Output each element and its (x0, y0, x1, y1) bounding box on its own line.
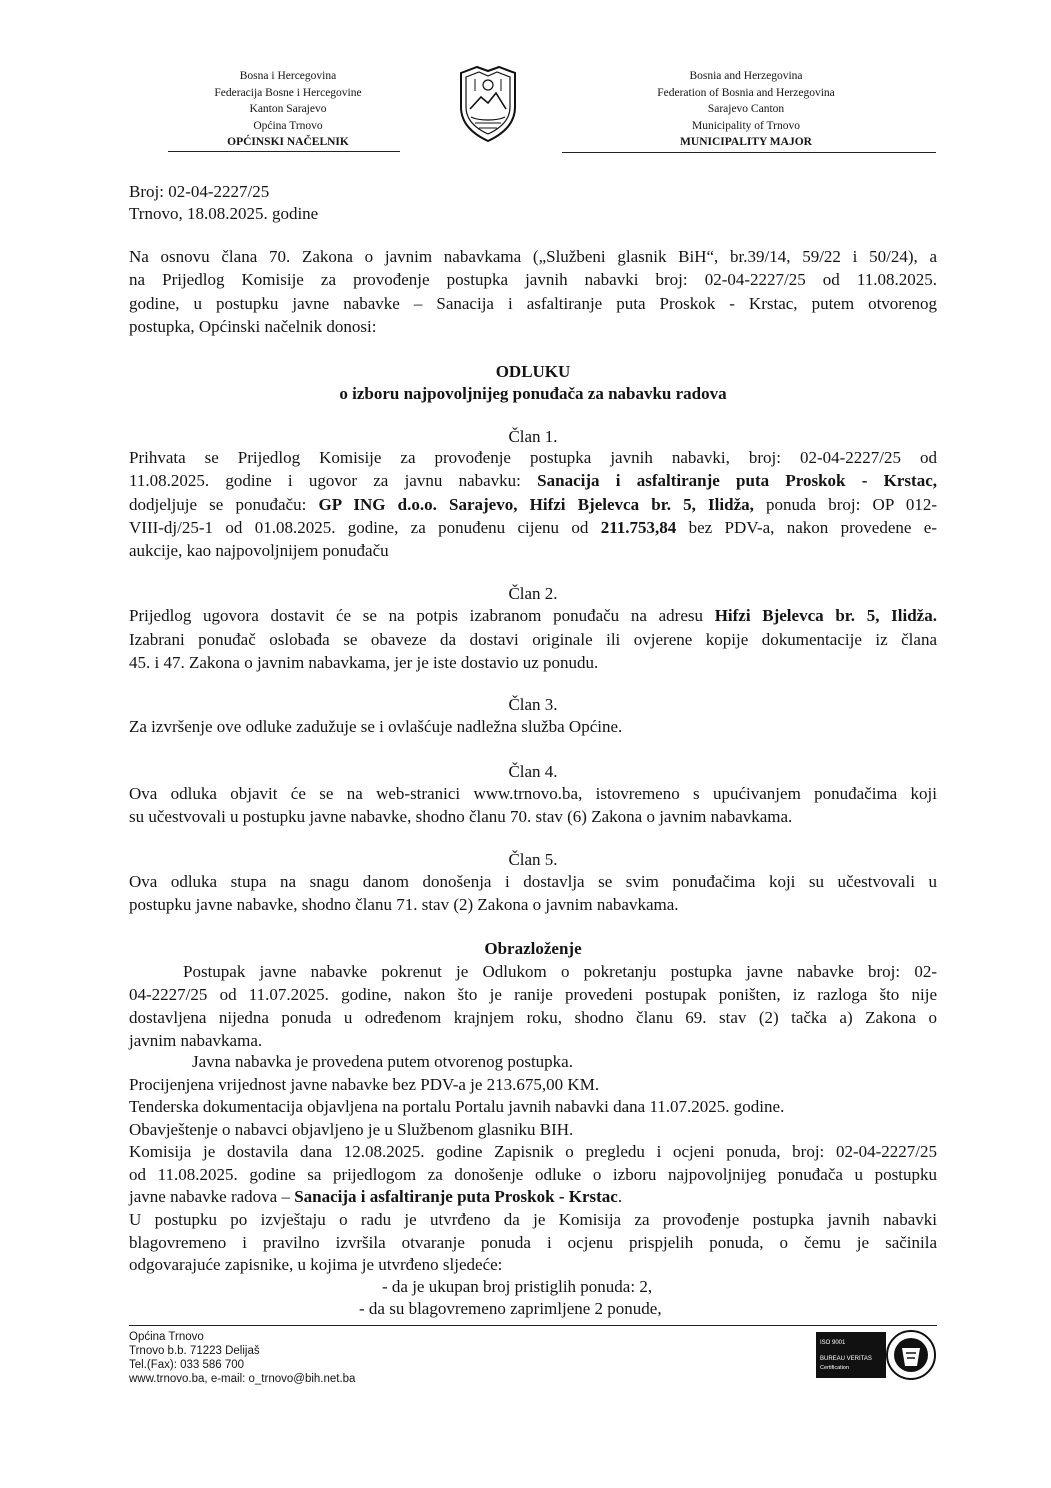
header-right-line: Sarajevo Canton (707, 103, 785, 115)
explanation-line: javnim nabavkama. (129, 1031, 263, 1050)
header-left (168, 68, 408, 151)
intro-line: na Prijedlog Komisije za provođenje postupka javnih nabavki broj: 02-04-2227/25 od 11.08.2025. (129, 270, 937, 289)
article-line: Ova odluka stupa na snagu danom donošenja i dostavlja se svim ponuđačima koji su učestvovali u (129, 872, 937, 891)
project-name: Sanacija i asfaltiranje puta Proskok - Krstac, (537, 471, 937, 490)
header-right (610, 68, 882, 151)
text-segment: . (617, 1187, 623, 1206)
explanation-line: Tenderska dokumentacija objavljena na portalu Portalu javnih nabavki dana 11.07.2025. godine. (129, 1097, 785, 1116)
bullet-item: - da su blagovremeno zaprimljene 2 ponude, (359, 1299, 662, 1318)
footer-contact (129, 1330, 355, 1386)
document-place-date: Trnovo, 18.08.2025. godine (129, 204, 319, 223)
article-heading: Član 4. (508, 762, 558, 781)
article-line (129, 493, 937, 516)
header-right-title: MUNICIPALITY MAJOR (680, 136, 812, 148)
header-right-line: Federation of Bosnia and Herzegovina (657, 86, 835, 99)
header-left-line: Federacija Bosne i Hercegovine (214, 86, 362, 99)
header-left-title: OPĆINSKI NAČELNIK (227, 136, 349, 148)
article-line (129, 516, 937, 539)
bidder-address: Hifzi Bjelevca br. 5, Ilidža. (714, 606, 937, 625)
article-line: Izabrani ponuđač oslobađa se obaveze da dostavi originale ili ovjerene kopije dokumentacije iz člana (129, 630, 937, 649)
decision-title: ODLUKU (495, 362, 571, 381)
text-segment: 11.08.2025. godine i ugovor za javnu nabavku: (129, 471, 538, 490)
text-segment: javne nabavke radova – (129, 1187, 295, 1206)
header-left-line: Bosna i Hercegovina (239, 70, 337, 82)
cert-text: BUREAU VERITAS (820, 1356, 872, 1362)
intro-line: postupka, Općinski načelnik donosi: (129, 317, 377, 336)
article-heading: Član 1. (508, 427, 558, 446)
article-line (129, 469, 937, 492)
explanation-line: odgovarajuće zapisnike, u kojima je utvrđeno sljedeće: (129, 1255, 503, 1274)
article-heading: Član 5. (508, 850, 558, 869)
explanation-line: Obavještenje o nabavci objavljeno je u Službenom glasniku BIH. (129, 1120, 574, 1139)
header-right-line: Bosnia and Herzegovina (689, 70, 803, 82)
article-line: 45. i 47. Zakona o javnim nabavkama, jer je iste dostavio uz ponudu. (129, 653, 599, 672)
text-segment: bez PDV-a, nakon provedene e- (676, 518, 937, 537)
text-segment: dodjeljuje se ponuđaču: (129, 495, 319, 514)
explanation-line (129, 1185, 937, 1208)
bidder-name: GP ING d.o.o. Sarajevo, Hifzi Bjelevca br. 5, Ilidža, (318, 495, 754, 514)
text-segment: ponuda broj: OP 012- (753, 495, 937, 514)
header-left-line: Općina Trnovo (253, 119, 323, 132)
explanation-line: od 11.08.2025. godine sa prijedlogom za donošenje odluke o izboru najpovoljnijeg ponuđača u postupku (129, 1165, 937, 1184)
explanation-line: blagovremeno i pravilno izvršila otvaranje ponuda i ocjenu prispjelih ponuda, o čemu je sačinila (129, 1233, 937, 1252)
explanation-line: Postupak javne nabavke pokrenut je Odlukom o pokretanju postupka javne nabavke broj: 02- (183, 962, 937, 981)
explanation-line: 04-2227/25 od 11.07.2025. godine, nakon što je ranije provedeni postupak poništen, iz razloga što nije (129, 985, 937, 1004)
article-line: postupku javne nabavke, shodno članu 71. stav (2) Zakona o javnim nabavkama. (129, 895, 679, 914)
explanation-line: U postupku po izvještaju o radu je utvrđeno da je Komisija za provođenje postupka javnih nabavki (129, 1210, 937, 1229)
certification-logo-icon (816, 1326, 938, 1384)
article-line: su učestvovali u postupku javne nabavke, shodno članu 70. stav (6) Zakona o javnim nabavkama. (129, 807, 793, 826)
text-segment: VIII-dj/25-1 od 01.08.2025. godine, za ponuđenu cijenu od (129, 518, 601, 537)
offer-price: 211.753,84 (600, 518, 677, 537)
article-heading: Član 2. (508, 584, 558, 603)
footer-line: Tel.(Fax): 033 586 700 (129, 1359, 245, 1371)
article-line: Ova odluka objavit će se na web-stranici www.trnovo.ba, istovremeno s upućivanjem ponuđačima koji (129, 784, 937, 803)
document-number: Broj: 02-04-2227/25 (129, 182, 270, 201)
bullet-item: - da je ukupan broj pristiglih ponuda: 2, (382, 1277, 653, 1296)
coat-of-arms-icon (455, 63, 521, 143)
article-line: Za izvršenje ove odluke zadužuje se i ovlašćuje nadležna služba Općine. (129, 717, 623, 736)
explanation-line: Komisija je dostavila dana 12.08.2025. godine Zapisnik o pregledu i ocjeni ponuda, broj: 02-04-2227/25 (129, 1142, 937, 1161)
explanation-line: dostavljena nijedna ponuda u određenom krajnjem roku, shodno članu 69. stav (2) tačka a) Zakona o (129, 1008, 937, 1027)
cert-text: Certification (820, 1365, 850, 1371)
intro-line: Na osnovu člana 70. Zakona o javnim nabavkama („Službeni glasnik BiH“, br.39/14, 59/22 i 50/24), a (129, 247, 937, 266)
cert-text: ISO 9001 (820, 1340, 846, 1346)
header-divider-right (562, 152, 936, 153)
article-line: aukcije, kao najpovoljnijem ponuđaču (129, 541, 389, 560)
intro-line: godine, u postupku javne nabavke – Sanacija i asfaltiranje puta Proskok - Krstac, putem otvorenog (129, 294, 937, 313)
article-line (129, 604, 937, 627)
decision-subtitle: o izboru najpovoljnijeg ponuđača za nabavku radova (339, 384, 727, 403)
footer-line: www.trnovo.ba, e-mail: o_trnovo@bih.net.ba (129, 1373, 356, 1385)
footer-line: Općina Trnovo (129, 1331, 204, 1343)
text-segment: Prijedlog ugovora dostavit će se na potpis izabranom ponuđaču na adresu (129, 606, 715, 625)
article-line: Prihvata se Prijedlog Komisije za provođenje postupka javnih nabavki, broj: 02-04-2227/25 od (129, 448, 937, 467)
header-divider-left (168, 151, 400, 152)
header-left-line: Kanton Sarajevo (249, 103, 327, 115)
header-right-line: Municipality of Trnovo (692, 119, 800, 132)
footer-line: Trnovo b.b. 71223 Delijaš (129, 1345, 260, 1357)
article-heading: Član 3. (508, 695, 558, 714)
explanation-heading: Obrazloženje (484, 939, 582, 958)
explanation-line: Procijenjena vrijednost javne nabavke bez PDV-a je 213.675,00 KM. (129, 1075, 600, 1094)
explanation-line: Javna nabavka je provedena putem otvorenog postupka. (192, 1052, 573, 1071)
project-name: Sanacija i asfaltiranje puta Proskok - Krstac (294, 1187, 618, 1206)
